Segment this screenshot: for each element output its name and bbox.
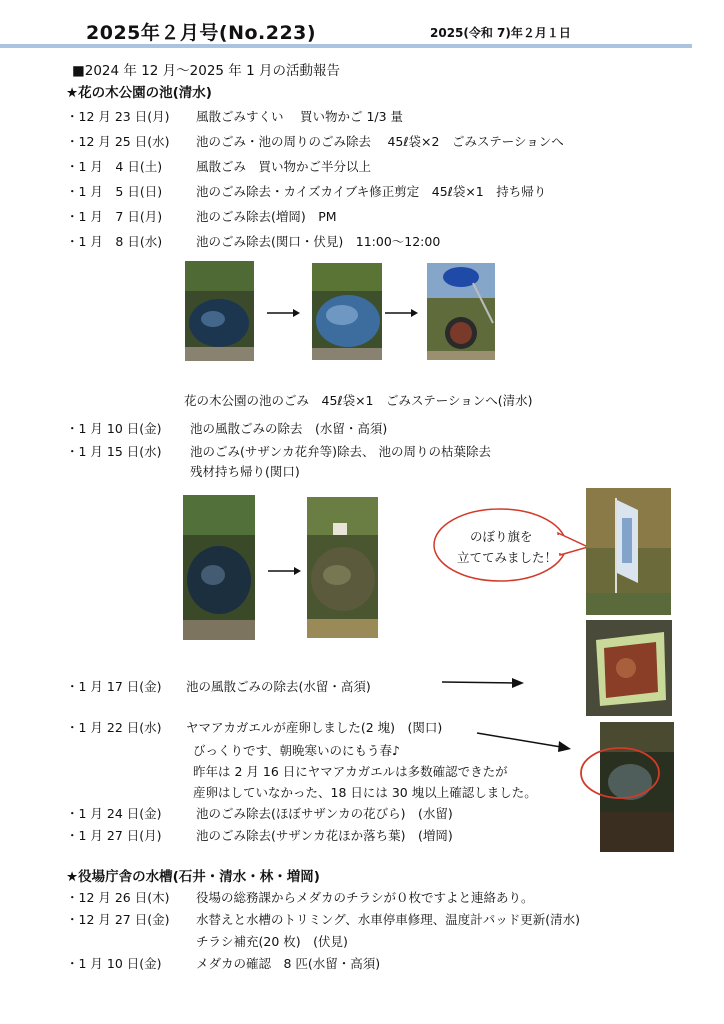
entry-date: ・12 月 26 日(木) [66, 890, 170, 905]
entry-text: 風散ごみ 買い物かご半分以上 [196, 159, 372, 174]
issue-date: 2025(令和 7)年２月１日 [430, 26, 571, 40]
entry-text: 池の風散ごみの除去 (水留・高須) [190, 421, 388, 436]
list-item [66, 157, 666, 175]
entry-text: 風散ごみすくい 買い物かご 1/3 量 [196, 109, 404, 124]
entry-date: ・1 月 8 日(水) [66, 234, 163, 249]
list-item [66, 910, 706, 928]
list-item [66, 232, 666, 250]
entry-text: 池のごみ除去(サザンカ花ほか落ち葉) (増岡) [196, 828, 453, 843]
newsletter-title: 2025年２月号(No.223) [86, 22, 317, 44]
pond-photo-before [185, 261, 254, 361]
list-item [66, 804, 586, 822]
entry-date: ・1 月 10 日(金) [66, 421, 162, 436]
header-divider [0, 44, 692, 48]
list-item [66, 107, 666, 125]
debris-basket-photo [586, 620, 672, 716]
arrow-right-icon [265, 307, 301, 319]
list-item [66, 207, 666, 225]
entry-date: ・1 月 24 日(金) [66, 806, 162, 821]
entry-text: 池のごみ除去・カイズカイブキ修正剪定 45ℓ袋×1 持ち帰り [196, 184, 547, 199]
arrow-right-icon [383, 307, 419, 319]
section-heading-park-pond: ★花の木公園の池(清水) [66, 85, 212, 101]
list-item [66, 132, 686, 150]
entry-text: 役場の総務課からメダカのチラシが０枚ですよと連絡あり。 [196, 890, 534, 905]
entry-continuation: チラシ補充(20 枚) (伏見) [196, 934, 348, 949]
pond-photo-jan15-after [307, 497, 378, 638]
entry-date: ・12 月 27 日(金) [66, 912, 170, 927]
collected-debris-photo [427, 263, 495, 360]
report-title: ■2024 年 12 月～2025 年 1 月の活動報告 [72, 63, 340, 79]
list-item [66, 442, 666, 460]
entry-continuation: 昨年は 2 月 16 日にヤマアカガエルは多数確認できたが [193, 764, 508, 779]
arrow-right-icon [475, 730, 573, 754]
entry-continuation: 産卵はしていなかった、18 日には 30 塊以上確認しました。 [193, 785, 537, 800]
entry-text: 池のごみ・池の周りのごみ除去 45ℓ袋×2 ごみステーションへ [196, 134, 564, 149]
entry-date: ・1 月 27 日(月) [66, 828, 162, 843]
bubble-text-line1: のぼり旗を [470, 529, 533, 544]
highlight-circle [578, 745, 662, 801]
speech-bubble [430, 505, 592, 585]
list-item [66, 419, 666, 437]
photo-caption: 花の木公園の池のごみ 45ℓ袋×1 ごみステーションへ(清水) [184, 393, 533, 408]
pond-photo-after [312, 263, 382, 360]
entry-date: ・1 月 7 日(月) [66, 209, 163, 224]
entry-text: 池のごみ除去(増岡) PM [196, 209, 337, 224]
arrow-right-icon [440, 675, 526, 689]
entry-date: ・1 月 15 日(水) [66, 444, 162, 459]
entry-continuation: びっくりです、朝晩寒いのにもう春♪ [193, 743, 400, 758]
entry-text: メダカの確認 8 匹(水留・高須) [196, 956, 381, 971]
entry-date: ・1 月 10 日(金) [66, 956, 162, 971]
list-item [66, 718, 486, 736]
list-item [66, 826, 586, 844]
entry-text: 池のごみ(サザンカ花弁等)除去、 池の周りの枯葉除去 [190, 444, 491, 459]
entry-date: ・1 月 22 日(水) [66, 720, 162, 735]
entry-date: ・1 月 4 日(土) [66, 159, 163, 174]
entry-date: ・1 月 5 日(日) [66, 184, 163, 199]
bubble-text-line2: 立ててみました！ [457, 550, 558, 565]
list-item [66, 677, 406, 695]
entry-text: 池のごみ除去(ほぼサザンカの花びら) (水留) [196, 806, 453, 821]
list-item [66, 888, 686, 906]
entry-date: ・12 月 23 日(月) [66, 109, 170, 124]
entry-continuation: 残材持ち帰り(関口) [190, 464, 300, 479]
arrow-right-icon [266, 565, 302, 577]
entry-date: ・1 月 17 日(金) [66, 679, 162, 694]
section-heading-office-tank: ★役場庁舎の水槽(石井・清水・林・増岡) [66, 869, 320, 885]
entry-text: 池の風散ごみの除去(水留・高須) [186, 679, 371, 694]
banner-flag-photo [586, 488, 671, 615]
list-item [66, 954, 586, 972]
entry-text: 池のごみ除去(関口・伏見) 11:00～12:00 [196, 234, 441, 249]
pond-photo-jan15-before [183, 495, 255, 640]
entry-date: ・12 月 25 日(水) [66, 134, 170, 149]
entry-text: 水替えと水槽のトリミング、水車停車修理、温度計パッド更新(清水) [196, 912, 581, 927]
entry-text: ヤマアカガエルが産卵しました(2 塊) (関口) [186, 720, 443, 735]
list-item [66, 182, 686, 200]
